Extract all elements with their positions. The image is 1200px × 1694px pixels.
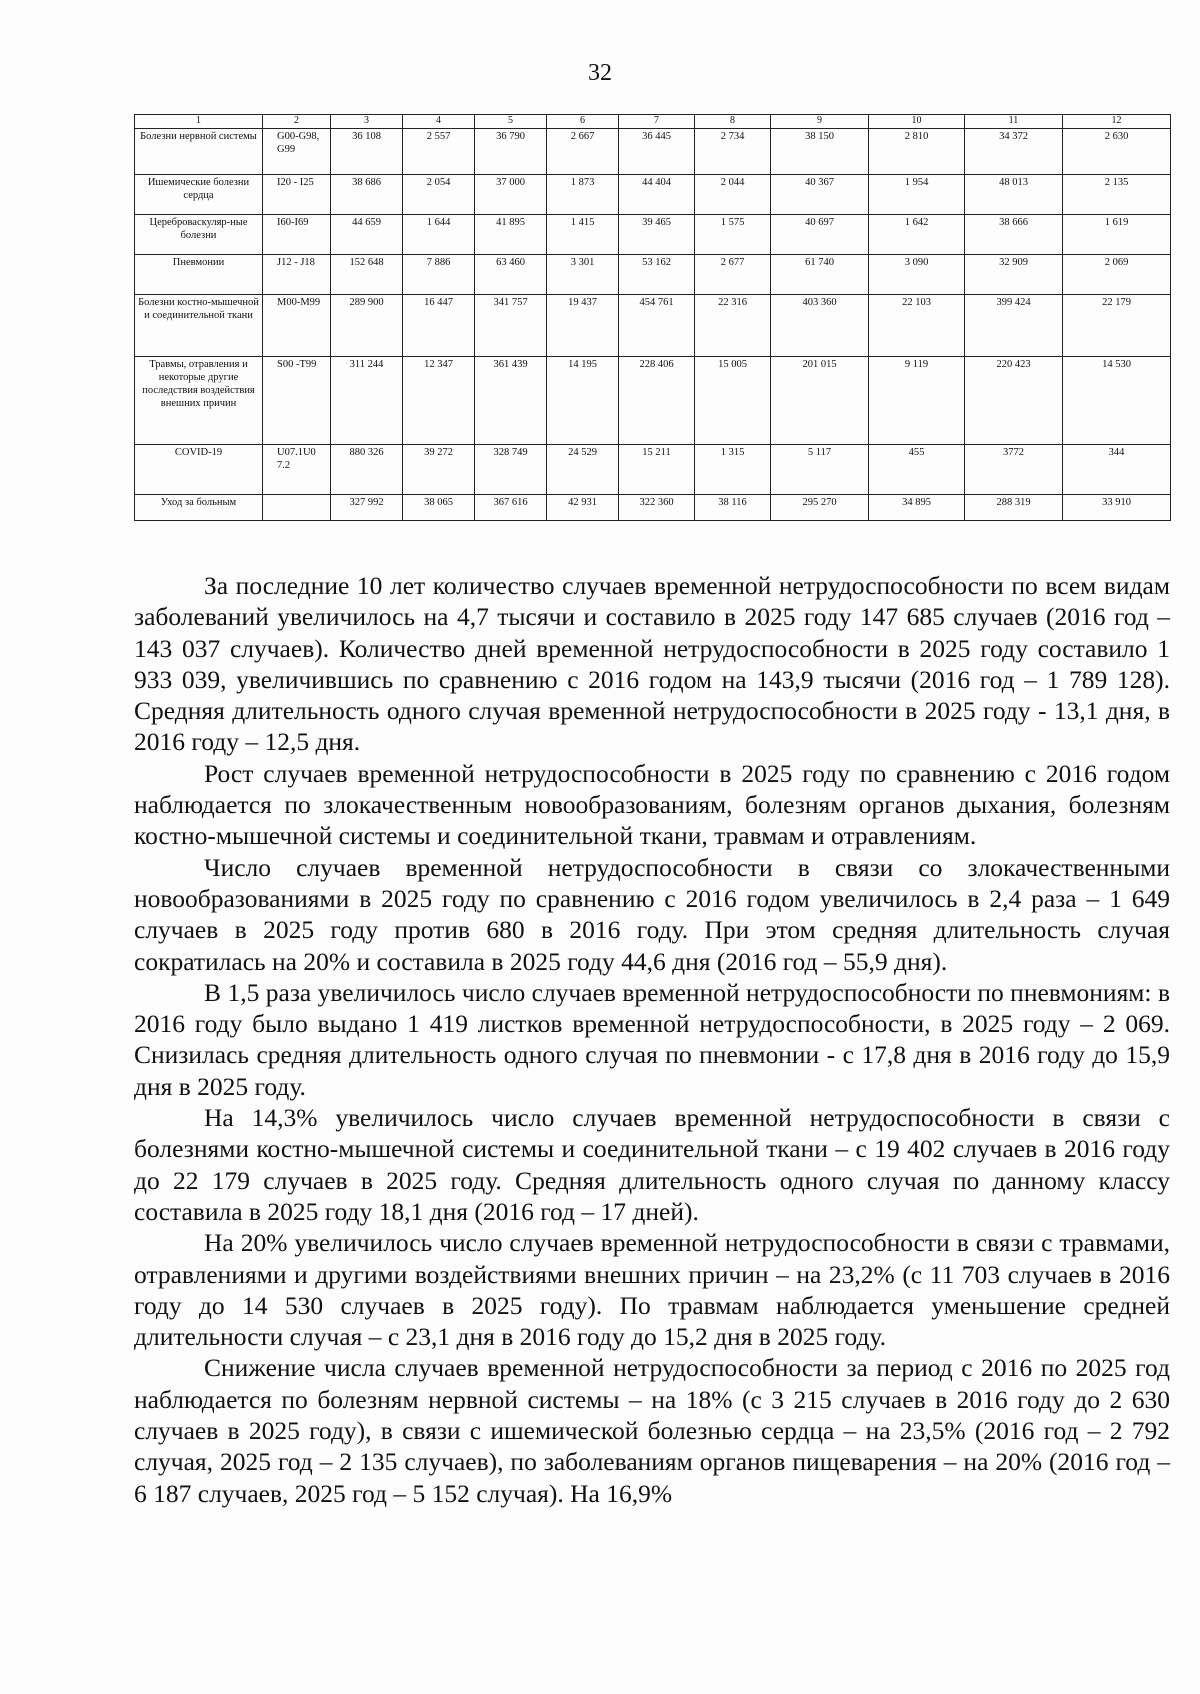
value-cell: 344	[1063, 444, 1171, 494]
disease-name-cell: Уход за больным	[135, 494, 263, 520]
value-cell: 3772	[965, 444, 1063, 494]
header-cell: 4	[403, 115, 475, 129]
value-cell: 1 954	[869, 174, 965, 214]
value-cell: 1 315	[695, 444, 771, 494]
value-cell: 41 895	[475, 214, 547, 254]
header-cell: 11	[965, 115, 1063, 129]
value-cell: 220 423	[965, 356, 1063, 444]
value-cell: 48 013	[965, 174, 1063, 214]
header-cell: 1	[135, 115, 263, 129]
value-cell: 455	[869, 444, 965, 494]
statistics-table	[134, 114, 1171, 521]
value-cell: 2 667	[547, 128, 619, 174]
value-cell: 42 931	[547, 494, 619, 520]
header-cell: 10	[869, 115, 965, 129]
value-cell: 15 211	[619, 444, 695, 494]
value-cell: 454 761	[619, 294, 695, 356]
value-cell: 2 044	[695, 174, 771, 214]
value-cell: 288 319	[965, 494, 1063, 520]
value-cell: 7 886	[403, 254, 475, 294]
header-cell: 5	[475, 115, 547, 129]
disease-name-cell: Болезни костно-мышечной и соединительной ткани	[135, 294, 263, 356]
value-cell: 2 630	[1063, 128, 1171, 174]
value-cell: 15 005	[695, 356, 771, 444]
value-cell: 3 301	[547, 254, 619, 294]
paragraph: Снижение числа случаев временной нетрудоспособности за период с 2016 по 2025 год наблюдается по болезням нервной системы – на 18% (с 3 215 случаев в 2016 году до 2 630 случаев в 2025 году), в связи с ишемической болезнью сердца – на 23,5% (2016 год – 2 792 случая, 2025 год – 2 135 случаев), по заболеваниям органов пищеварения – на 20% (2016 год – 6 187 случаев, 2025 год – 5 152 случая). На 16,9%	[134, 1353, 1170, 1508]
value-cell: 22 316	[695, 294, 771, 356]
value-cell: 228 406	[619, 356, 695, 444]
value-cell: 5 117	[771, 444, 869, 494]
value-cell: 399 424	[965, 294, 1063, 356]
value-cell: 2 135	[1063, 174, 1171, 214]
value-cell: 328 749	[475, 444, 547, 494]
value-cell: 44 404	[619, 174, 695, 214]
paragraph: В 1,5 раза увеличилось число случаев временной нетрудоспособности по пневмониям: в 2016 году было выдано 1 419 листков временной нетрудоспособности, в 2025 году – 2 069. Снизилась средняя длительность одного случая по пневмонии - с 17,8 дня в 2016 году до 15,9 дня в 2025 году.	[134, 977, 1170, 1101]
value-cell: 38 666	[965, 214, 1063, 254]
icd-code-cell: J12 - J18	[263, 254, 331, 294]
value-cell: 37 000	[475, 174, 547, 214]
value-cell: 2 069	[1063, 254, 1171, 294]
value-cell: 201 015	[771, 356, 869, 444]
table-row	[135, 128, 1171, 174]
value-cell: 34 895	[869, 494, 965, 520]
body-text	[134, 570, 1170, 1509]
value-cell: 38 150	[771, 128, 869, 174]
value-cell: 36 445	[619, 128, 695, 174]
header-cell: 8	[695, 115, 771, 129]
paragraph: Число случаев временной нетрудоспособности в связи со злокачественными новообразованиями в 2025 году по сравнению с 2016 годом увеличилось в 2,4 раза – 1 649 случаев в 2025 году против 680 в 2016 году. При этом средняя длительность случая сократилась на 20% и составила в 2025 году 44,6 дня (2016 год – 55,9 дня).	[134, 852, 1170, 976]
disease-name-cell: COVID-19	[135, 444, 263, 494]
table-row	[135, 294, 1171, 356]
icd-code-cell	[263, 494, 331, 520]
value-cell: 3 090	[869, 254, 965, 294]
value-cell: 40 367	[771, 174, 869, 214]
header-cell: 2	[263, 115, 331, 129]
value-cell: 14 530	[1063, 356, 1171, 444]
value-cell: 22 179	[1063, 294, 1171, 356]
icd-code-cell: I20 - I25	[263, 174, 331, 214]
value-cell: 14 195	[547, 356, 619, 444]
disease-name-cell: Цереброваскуляр-ные болезни	[135, 214, 263, 254]
table-row	[135, 214, 1171, 254]
header-cell: 7	[619, 115, 695, 129]
value-cell: 327 992	[331, 494, 403, 520]
icd-code-cell: M00-M99	[263, 294, 331, 356]
icd-code-cell: U07.1U0 7.2	[263, 444, 331, 494]
value-cell: 36 790	[475, 128, 547, 174]
value-cell: 39 465	[619, 214, 695, 254]
value-cell: 2 734	[695, 128, 771, 174]
table-row	[135, 174, 1171, 214]
value-cell: 39 272	[403, 444, 475, 494]
value-cell: 341 757	[475, 294, 547, 356]
icd-code-cell: I60-I69	[263, 214, 331, 254]
value-cell: 34 372	[965, 128, 1063, 174]
value-cell: 24 529	[547, 444, 619, 494]
table-row	[135, 356, 1171, 444]
header-cell: 3	[331, 115, 403, 129]
page-number: 32	[588, 60, 612, 86]
value-cell: 2 557	[403, 128, 475, 174]
value-cell: 61 740	[771, 254, 869, 294]
value-cell: 403 360	[771, 294, 869, 356]
value-cell: 311 244	[331, 356, 403, 444]
value-cell: 880 326	[331, 444, 403, 494]
value-cell: 32 909	[965, 254, 1063, 294]
disease-name-cell: Пневмонии	[135, 254, 263, 294]
value-cell: 1 642	[869, 214, 965, 254]
header-cell: 9	[771, 115, 869, 129]
table-header-row	[135, 115, 1171, 129]
icd-code-cell: S00 -T99	[263, 356, 331, 444]
value-cell: 16 447	[403, 294, 475, 356]
value-cell: 38 065	[403, 494, 475, 520]
value-cell: 2 810	[869, 128, 965, 174]
value-cell: 2 054	[403, 174, 475, 214]
value-cell: 44 659	[331, 214, 403, 254]
value-cell: 289 900	[331, 294, 403, 356]
value-cell: 361 439	[475, 356, 547, 444]
value-cell: 1 619	[1063, 214, 1171, 254]
paragraph: На 20% увеличилось число случаев временной нетрудоспособности в связи с травмами, отравлениями и другими воздействиями внешних причин – на 23,2% (с 11 703 случаев в 2016 году до 14 530 случаев в 2025 году). По травмам наблюдается уменьшение средней длительности случая – с 23,1 дня в 2016 году до 15,2 дня в 2025 году.	[134, 1228, 1170, 1352]
header-cell: 6	[547, 115, 619, 129]
icd-code-cell: G00-G98, G99	[263, 128, 331, 174]
value-cell: 1 415	[547, 214, 619, 254]
value-cell: 2 677	[695, 254, 771, 294]
header-cell: 12	[1063, 115, 1171, 129]
value-cell: 53 162	[619, 254, 695, 294]
value-cell: 1 575	[695, 214, 771, 254]
paragraph: За последние 10 лет количество случаев временной нетрудоспособности по всем видам заболеваний увеличилось на 4,7 тысячи и составило в 2025 году 147 685 случаев (2016 год – 143 037 случаев). Количество дней временной нетрудоспособности в 2025 году составило 1 933 039, увеличившись по сравнению с 2016 годом на 143,9 тысячи (2016 год – 1 789 128). Средняя длительность одного случая временной нетрудоспособности в 2025 году - 13,1 дня, в 2016 году – 12,5 дня.	[134, 571, 1170, 757]
value-cell: 367 616	[475, 494, 547, 520]
value-cell: 38 686	[331, 174, 403, 214]
value-cell: 19 437	[547, 294, 619, 356]
value-cell: 12 347	[403, 356, 475, 444]
value-cell: 322 360	[619, 494, 695, 520]
table-row	[135, 254, 1171, 294]
value-cell: 152 648	[331, 254, 403, 294]
paragraph: На 14,3% увеличилось число случаев временной нетрудоспособности в связи с болезнями костно-мышечной системы и соединительной ткани – с 19 402 случаев в 2016 году до 22 179 случаев в 2025 году. Средняя длительность одного случая по данному классу составила в 2025 году 18,1 дня (2016 год – 17 дней).	[134, 1103, 1170, 1226]
value-cell: 295 270	[771, 494, 869, 520]
value-cell: 33 910	[1063, 494, 1171, 520]
value-cell: 63 460	[475, 254, 547, 294]
value-cell: 22 103	[869, 294, 965, 356]
value-cell: 40 697	[771, 214, 869, 254]
paragraph: Рост случаев временной нетрудоспособности в 2025 году по сравнению с 2016 годом наблюдается по злокачественным новообразованиям, болезням органов дыхания, болезням костно-мышечной системы и соединительной ткани, травмам и отравлениям.	[134, 758, 1170, 851]
disease-name-cell: Болезни нервной системы	[135, 128, 263, 174]
disease-name-cell: Травмы, отравления и некоторые другие последствия воздействия внешних причин	[135, 356, 263, 444]
value-cell: 1 644	[403, 214, 475, 254]
value-cell: 9 119	[869, 356, 965, 444]
table-row	[135, 444, 1171, 494]
value-cell: 36 108	[331, 128, 403, 174]
table-row	[135, 494, 1171, 520]
disease-name-cell: Ишемические болезни сердца	[135, 174, 263, 214]
value-cell: 38 116	[695, 494, 771, 520]
value-cell: 1 873	[547, 174, 619, 214]
